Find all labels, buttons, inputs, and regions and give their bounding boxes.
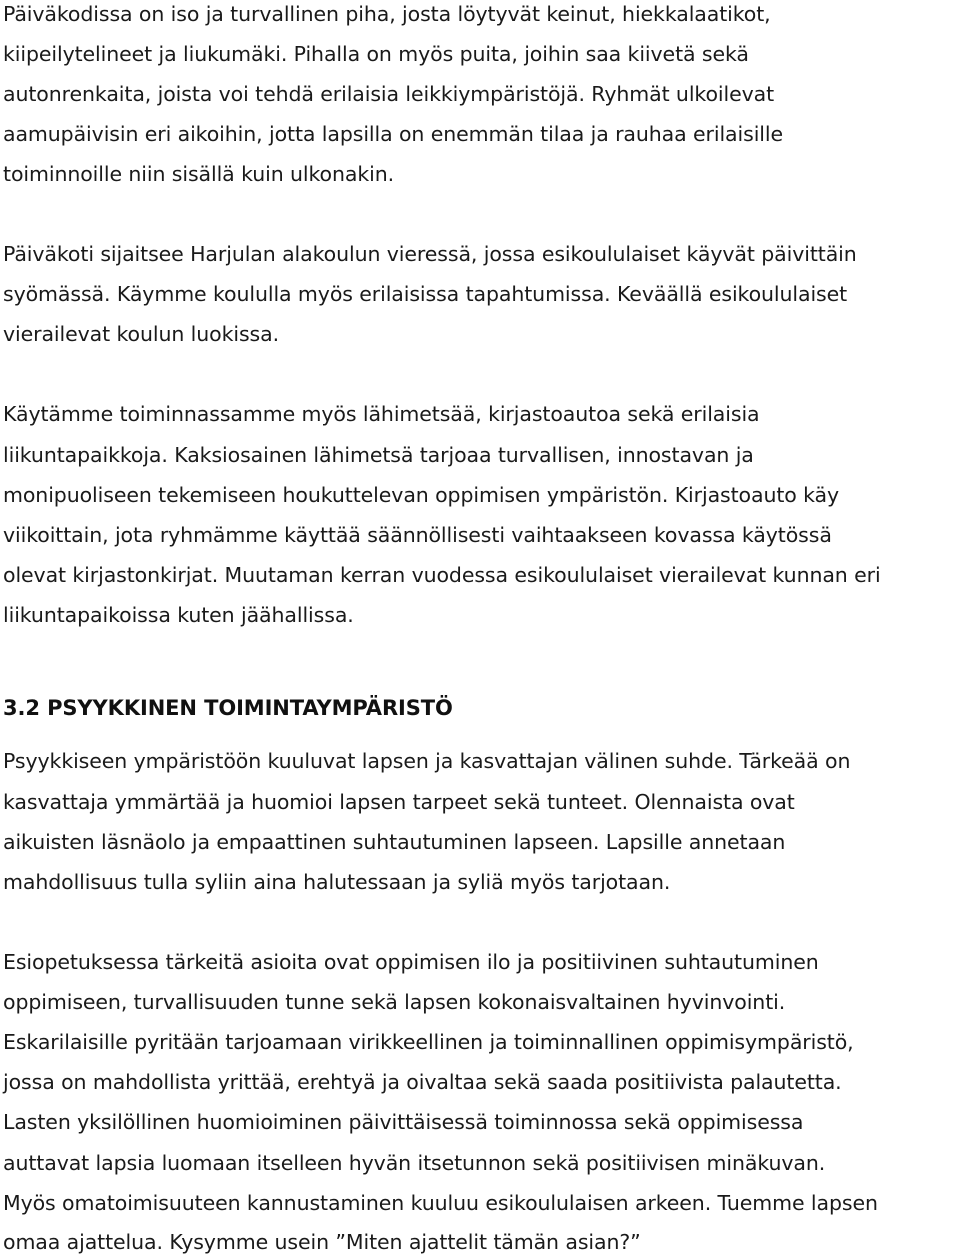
text-line: auttavat lapsia luomaan itselleen hyvän itsetunnon sekä positiivisen minäkuvan. — [3, 1151, 826, 1175]
text-line: Päiväkodissa on iso ja turvallinen piha, josta löytyvät keinut, hiekkalaatikot, — [3, 2, 771, 26]
text-line: omaa ajattelua. Kysymme usein ”Miten ajattelit tämän asian?” — [3, 1230, 641, 1254]
text-line: kiipeilytelineet ja liukumäki. Pihalla on myös puita, joihin saa kiivetä sekä — [3, 42, 749, 66]
text-line: aamupäivisin eri aikoihin, jotta lapsilla on enemmän tilaa ja rauhaa erilaisille — [3, 122, 783, 146]
text-line: toiminnoille niin sisällä kuin ulkonakin. — [3, 162, 395, 186]
text-line: Käytämme toiminnassamme myös lähimetsää, kirjastoautoa sekä erilaisia — [3, 402, 760, 426]
text-line: vierailevat koulun luokissa. — [3, 322, 279, 346]
text-line: syömässä. Käymme koululla myös erilaisissa tapahtumissa. Keväällä esikoululaiset — [3, 282, 848, 306]
text-line: mahdollisuus tulla syliin aina halutessaan ja syliä myös tarjotaan. — [3, 870, 671, 894]
text-line: aikuisten läsnäolo ja empaattinen suhtautuminen lapseen. Lapsille annetaan — [3, 830, 786, 854]
text-line: monipuoliseen tekemiseen houkuttelevan oppimisen ympäristön. Kirjastoauto käy — [3, 483, 840, 507]
text-line: liikuntapaikkoja. Kaksiosainen lähimetsä tarjoaa turvallisen, innostavan ja — [3, 443, 754, 467]
text-line: viikoittain, jota ryhmämme käyttää säännöllisesti vaihtaakseen kovassa käytössä — [3, 523, 832, 547]
text-line: Myös omatoimisuuteen kannustaminen kuuluu esikoululaisen arkeen. Tuemme lapsen — [3, 1191, 878, 1215]
text-line: Psyykkiseen ympäristöön kuuluvat lapsen ja kasvattajan välinen suhde. Tärkeää on — [3, 749, 851, 773]
text-line: autonrenkaita, joista voi tehdä erilaisia leikkiympäristöjä. Ryhmät ulkoilevat — [3, 82, 775, 106]
text-line: liikuntapaikoissa kuten jäähallissa. — [3, 603, 354, 627]
text-line: Päiväkoti sijaitsee Harjulan alakoulun vieressä, jossa esikoululaiset käyvät päivittäin — [3, 242, 857, 266]
section-heading: 3.2 PSYYKKINEN TOIMINTAYMPÄRISTÖ — [3, 696, 453, 720]
text-line: Esiopetuksessa tärkeitä asioita ovat oppimisen ilo ja positiivinen suhtautuminen — [3, 950, 819, 974]
text-line: oppimiseen, turvallisuuden tunne sekä lapsen kokonaisvaltainen hyvinvointi. — [3, 990, 786, 1014]
text-line: Lasten yksilöllinen huomioiminen päivittäisessä toiminnossa sekä oppimisessa — [3, 1110, 804, 1134]
text-line: Eskarilaisille pyritään tarjoamaan virikkeellinen ja toiminnallinen oppimisympäristö, — [3, 1030, 854, 1054]
text-line: olevat kirjastonkirjat. Muutaman kerran vuodessa esikoululaiset vierailevat kunnan eri — [3, 563, 881, 587]
text-line: jossa on mahdollista yrittää, erehtyä ja oivaltaa sekä saada positiivista palautetta. — [3, 1070, 842, 1094]
text-line: kasvattaja ymmärtää ja huomioi lapsen tarpeet sekä tunteet. Olennaista ovat — [3, 790, 795, 814]
